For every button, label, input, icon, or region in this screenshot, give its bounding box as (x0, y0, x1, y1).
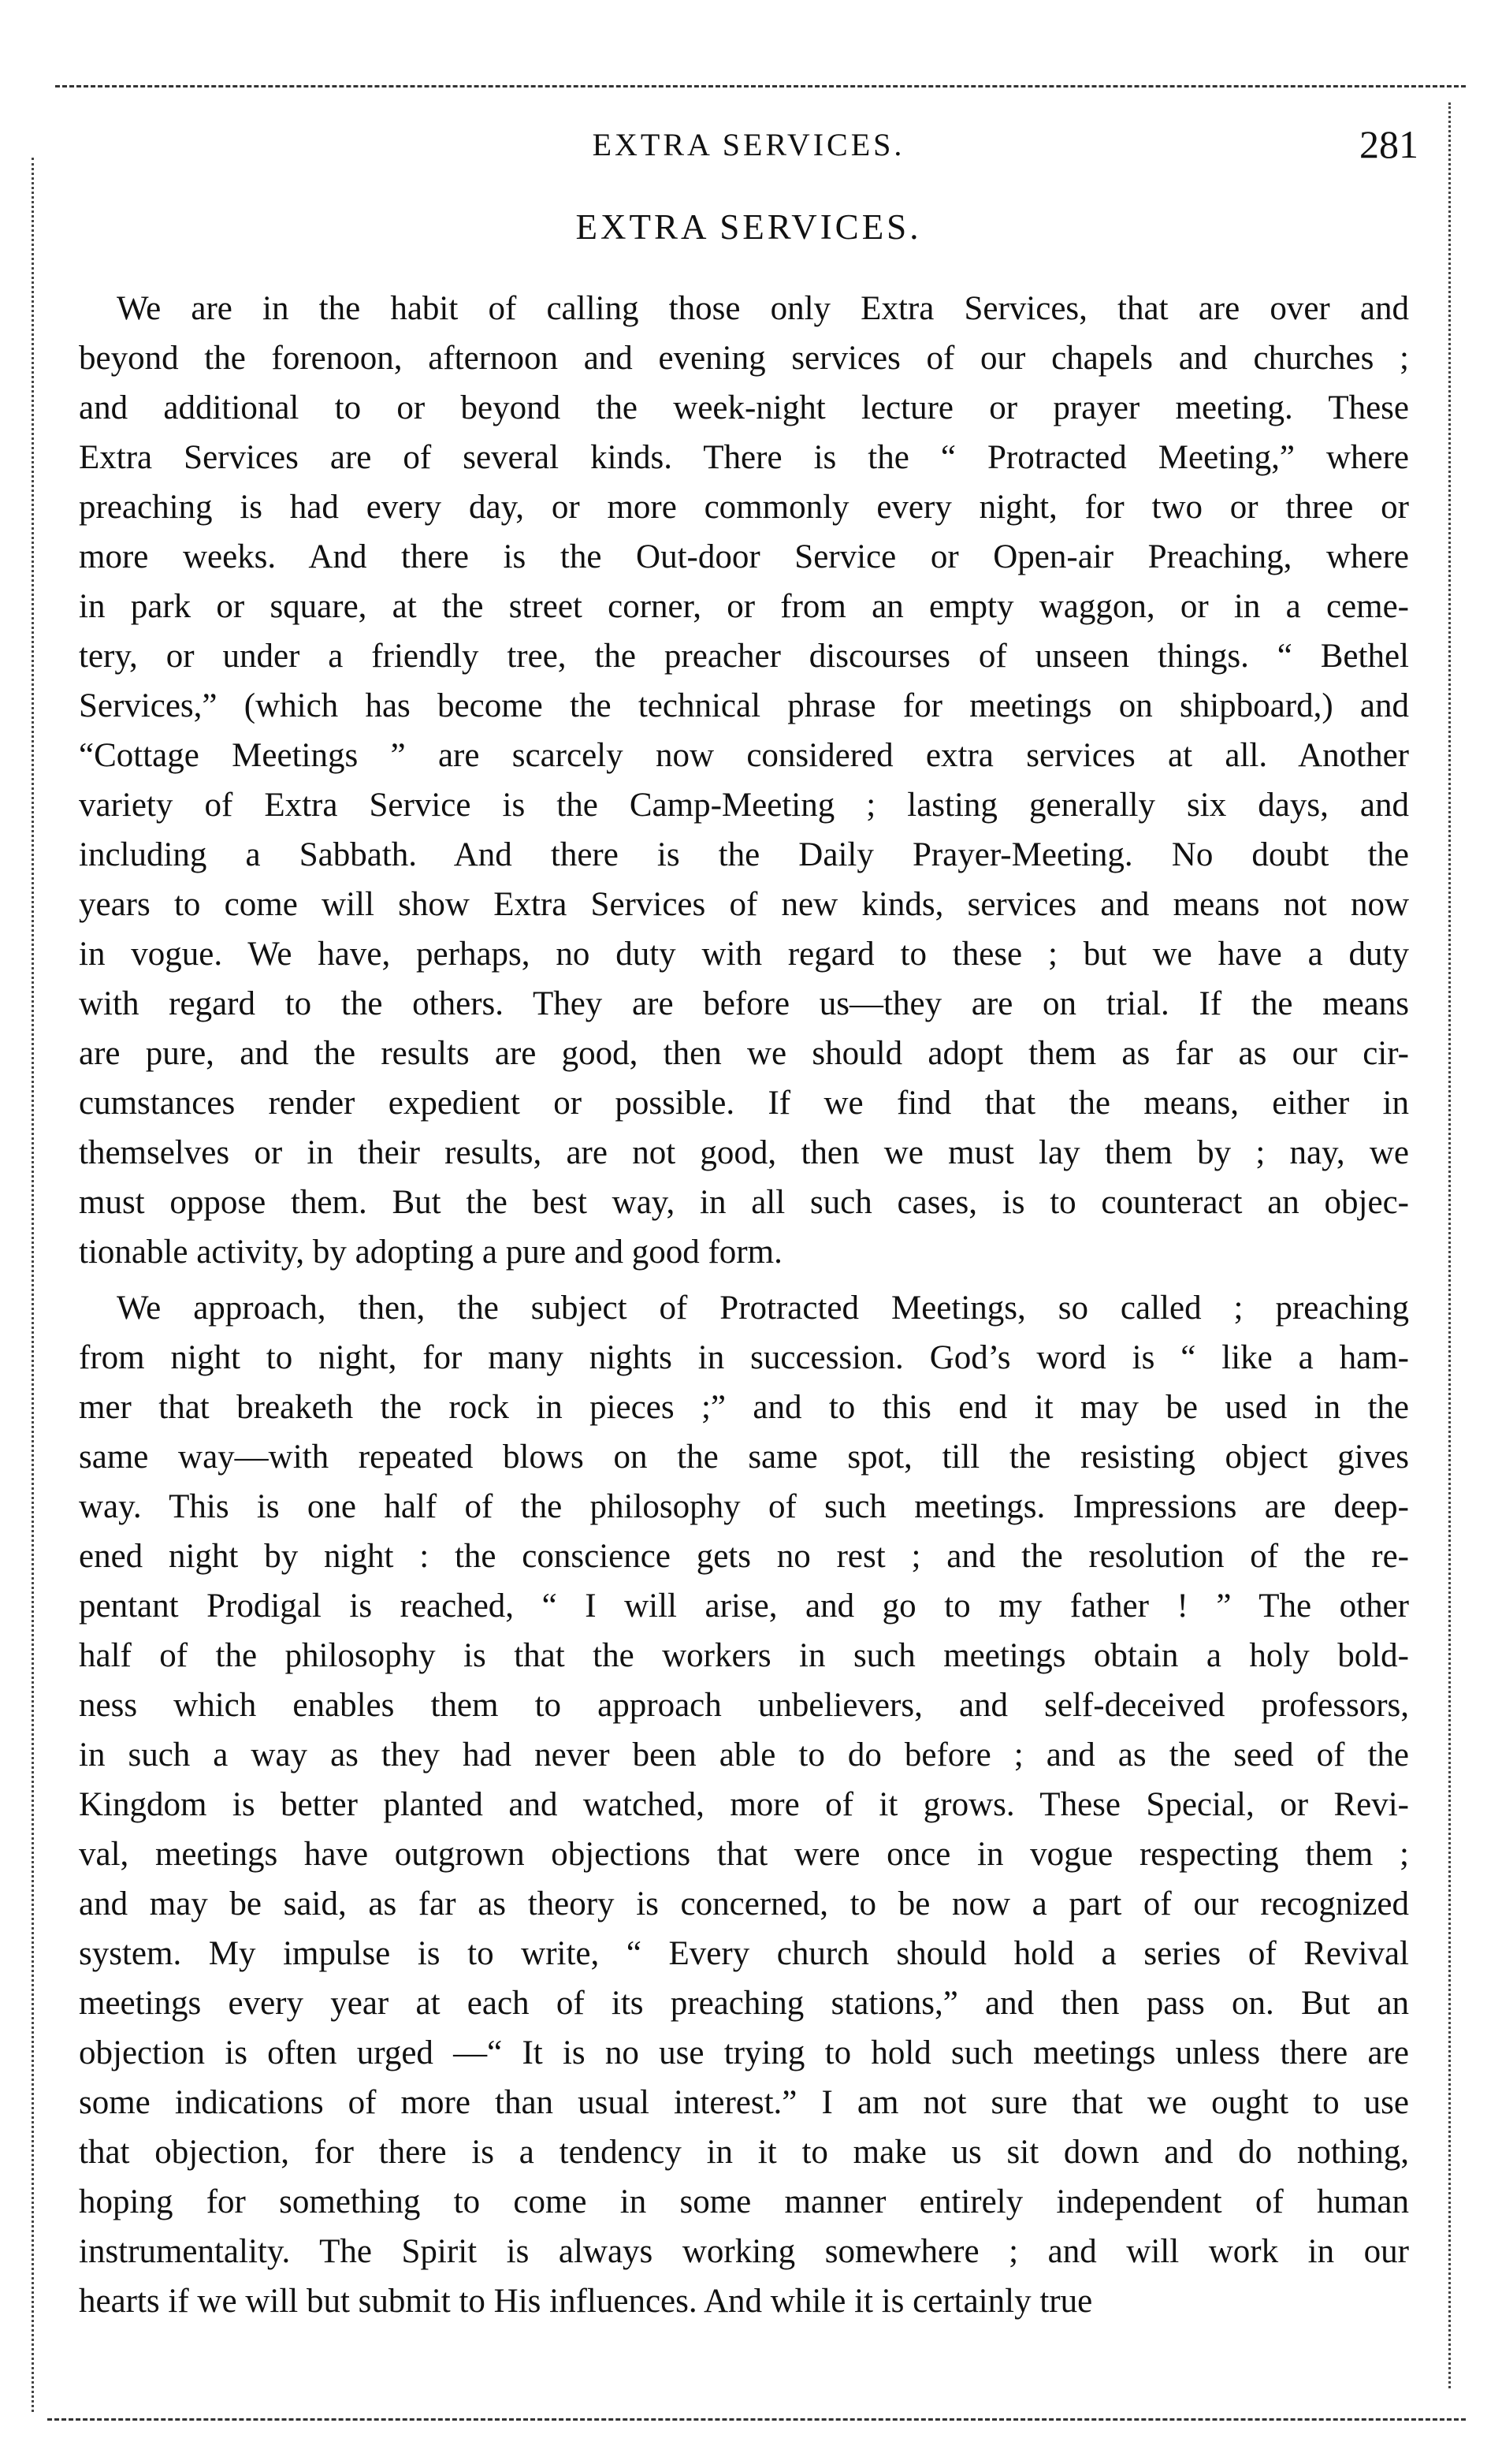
text-line: pentant Prodigal is reached, “ I will arise, and go to my father ! ” The other (79, 1587, 1409, 1625)
text-line: that objection, for there is a tendency in it to make us sit down and do nothing, (79, 2134, 1409, 2171)
text-line: system. My impulse is to write, “ Every church should hold a series of Revival (79, 1935, 1409, 1972)
text-line: in vogue. We have, perhaps, no duty with regard to these ; but we have a duty (79, 936, 1409, 973)
chapter-title: EXTRA SERVICES. (575, 207, 922, 247)
text-line: hearts if we will but submit to His influences. And while it is certainly true (79, 2283, 1093, 2320)
paragraph-1 (79, 284, 1409, 1277)
text-line: “Cottage Meetings ” are scarcely now considered extra services at all. Another (79, 737, 1409, 774)
bottom-rule (47, 2418, 1466, 2421)
text-line: more weeks. And there is the Out-door Service or Open-air Preaching, where (79, 538, 1409, 575)
top-rule (55, 85, 1466, 87)
text-line: with regard to the others. They are before us—they are on trial. If the means (79, 985, 1409, 1022)
text-line: are pure, and the results are good, then we should adopt them as far as our cir- (79, 1035, 1409, 1072)
running-head (79, 122, 1418, 173)
text-line: Kingdom is better planted and watched, more of it grows. These Special, or Revi- (79, 1786, 1409, 1823)
text-line: We are in the habit of calling those only Extra Services, that are over and (117, 290, 1409, 327)
text-line: instrumentality. The Spirit is always working somewhere ; and will work in our (79, 2233, 1409, 2270)
text-line: objection is often urged —“ It is no use trying to hold such meetings unless there are (79, 2034, 1409, 2071)
text-line: including a Sabbath. And there is the Daily Prayer-Meeting. No doubt the (79, 836, 1409, 873)
text-line: from night to night, for many nights in succession. God’s word is “ like a ham- (79, 1339, 1409, 1376)
page-number: 281 (1359, 122, 1418, 166)
text-line: meetings every year at each of its preaching stations,” and then pass on. But an (79, 1985, 1409, 2022)
running-title: EXTRA SERVICES. (592, 127, 905, 162)
text-line: tery, or under a friendly tree, the preacher discourses of unseen things. “ Bethel (79, 638, 1409, 675)
text-line: Extra Services are of several kinds. There is the “ Protracted Meeting,” where (79, 439, 1409, 476)
text-line: val, meetings have outgrown objections that were once in vogue respecting them ; (79, 1836, 1409, 1873)
text-line: ened night by night : the conscience gets no rest ; and the resolution of the re- (79, 1538, 1409, 1575)
text-line: variety of Extra Service is the Camp-Meeting ; lasting generally six days, and (79, 787, 1409, 824)
text-line: We approach, then, the subject of Protracted Meetings, so called ; preaching (117, 1290, 1409, 1327)
body-text (79, 284, 1409, 2326)
left-page-edge (32, 158, 34, 2412)
text-line: ness which enables them to approach unbelievers, and self-deceived professors, (79, 1687, 1409, 1724)
text-line: and may be said, as far as theory is concerned, to be now a part of our recognized (79, 1885, 1409, 1922)
text-line: way. This is one half of the philosophy of such meetings. Impressions are deep- (79, 1488, 1409, 1525)
text-line: beyond the forenoon, afternoon and evening services of our chapels and churches ; (79, 340, 1409, 377)
right-page-edge (1448, 102, 1451, 2388)
text-line: themselves or in their results, are not good, then we must lay them by ; nay, we (79, 1134, 1409, 1171)
text-line: hoping for something to come in some manner entirely independent of human (79, 2183, 1409, 2220)
text-line: preaching is had every day, or more commonly every night, for two or three or (79, 489, 1409, 526)
text-line: tionable activity, by adopting a pure and good form. (79, 1234, 783, 1271)
text-line: must oppose them. But the best way, in all such cases, is to counteract an objec- (79, 1184, 1409, 1221)
text-line: some indications of more than usual interest.” I am not sure that we ought to use (79, 2084, 1409, 2121)
text-line: cumstances render expedient or possible. If we find that the means, either in (79, 1085, 1409, 1122)
text-line: in park or square, at the street corner, or from an empty waggon, or in a ceme- (79, 588, 1409, 625)
text-line: and additional to or beyond the week-night lecture or prayer meeting. These (79, 389, 1409, 426)
text-line: in such a way as they had never been able to do before ; and as the seed of the (79, 1736, 1409, 1774)
text-line: mer that breaketh the rock in pieces ;” and to this end it may be used in the (79, 1389, 1409, 1426)
text-line: Services,” (which has become the technical phrase for meetings on shipboard,) and (79, 687, 1409, 724)
text-line: half of the philosophy is that the workers in such meetings obtain a holy bold- (79, 1637, 1409, 1674)
paragraph-2 (79, 1283, 1409, 2326)
text-line: same way—with repeated blows on the same spot, till the resisting object gives (79, 1439, 1409, 1476)
text-line: years to come will show Extra Services of new kinds, services and means not now (79, 886, 1409, 923)
